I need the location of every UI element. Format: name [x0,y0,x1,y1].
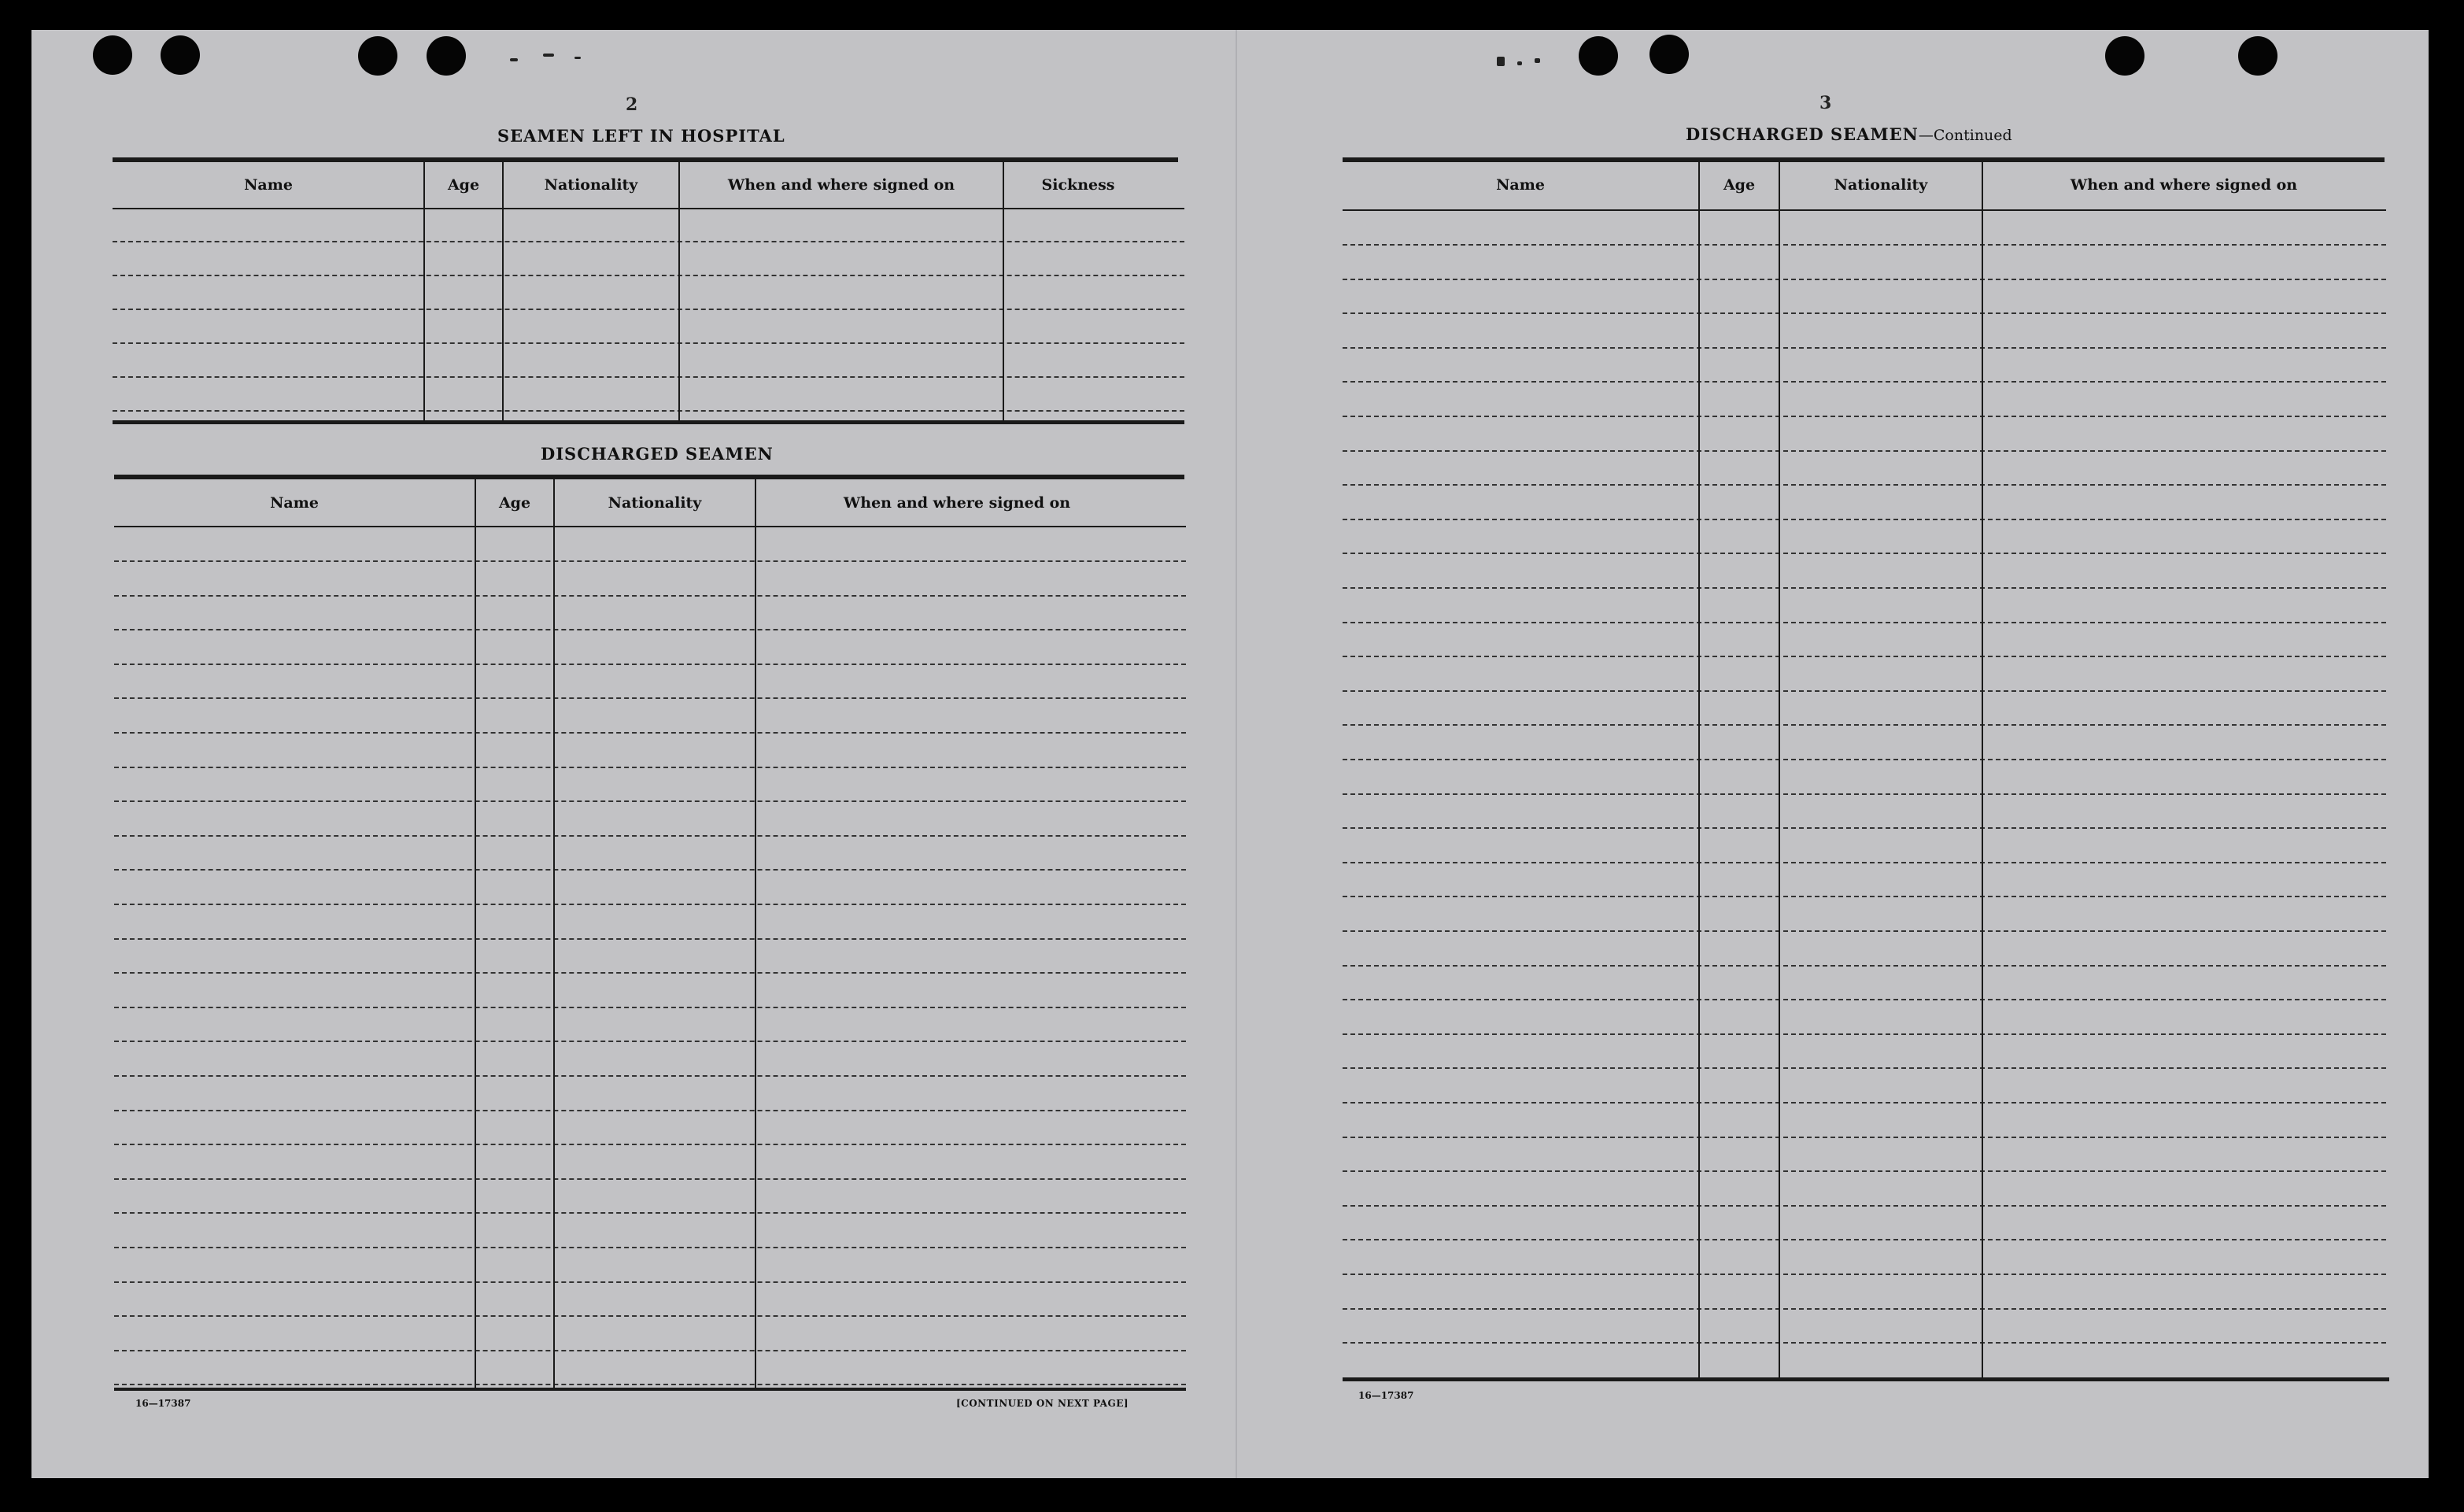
row-line [114,1041,1186,1042]
row-line [114,697,1186,699]
row-line [1343,553,2386,554]
row-line [114,869,1186,871]
header-underline [1343,209,2386,211]
column-divider [755,479,756,1389]
ink-speck [1535,58,1540,63]
row-line [1343,450,2386,452]
row-line [1343,587,2386,589]
hospital-section-title: SEAMEN LEFT IN HOSPITAL [497,126,785,146]
row-line [114,1281,1186,1283]
row-line [114,595,1186,597]
column-header-name: Name [270,494,319,512]
row-line [1343,965,2386,967]
row-line [114,972,1186,974]
row-line [114,1075,1186,1077]
row-line [113,309,1184,310]
ink-speck [543,54,554,57]
column-divider [502,162,504,420]
row-line [1343,381,2386,383]
column-header-name: Name [1496,176,1545,194]
column-header-name: Name [244,176,293,194]
column-header-signed-on: When and where signed on [843,494,1071,512]
row-line [1343,1033,2386,1035]
row-line [1343,1274,2386,1275]
row-line [114,904,1186,905]
header-underline [113,208,1184,209]
row-line [1343,279,2386,280]
punch-hole [2105,36,2144,76]
row-line [1343,862,2386,863]
table-top-rule [1343,157,2385,162]
row-line [1343,930,2386,932]
column-divider [678,162,680,420]
row-line [114,1178,1186,1180]
row-line [1343,519,2386,520]
column-header-age: Age [498,494,531,512]
row-line [1343,1308,2386,1310]
punch-hole [161,35,200,75]
continued-note: [CONTINUED ON NEXT PAGE] [956,1398,1129,1409]
row-line [1343,896,2386,897]
form-number: 16—17387 [1358,1390,1414,1401]
row-line [114,835,1186,837]
row-line [114,1315,1186,1317]
ink-speck [574,57,581,59]
row-line [114,629,1186,630]
row-line [1343,999,2386,1000]
punch-hole [1649,35,1689,74]
row-line [114,938,1186,940]
column-divider [475,479,476,1389]
ink-speck [1517,61,1522,65]
page-number: 2 [626,94,638,115]
row-line [1343,1205,2386,1207]
ink-speck [1497,57,1505,66]
punch-hole [2238,36,2277,76]
document-scan [31,30,2429,1478]
row-line [1343,484,2386,486]
row-line [114,1212,1186,1214]
row-line [113,241,1184,242]
section-title-text: DISCHARGED SEAMEN [1686,124,1919,144]
table-top-rule [113,157,1178,162]
row-line [1343,244,2386,246]
punch-hole [1579,36,1618,76]
row-line [1343,690,2386,692]
page-number: 3 [1819,93,1832,113]
column-header-sickness: Sickness [1041,176,1115,194]
row-line [1343,1102,2386,1104]
punch-hole [358,36,397,76]
column-divider [553,479,555,1389]
ink-speck [510,58,518,61]
form-number: 16—17387 [135,1398,191,1409]
row-line [113,342,1184,344]
column-divider [1779,162,1780,1381]
table-bottom-rule [1343,1377,2389,1381]
row-line [1343,1239,2386,1240]
punch-hole [427,36,466,76]
row-line [114,1144,1186,1145]
discharged-continued-title [1686,124,2012,144]
column-divider [423,162,425,420]
punch-hole [93,35,132,75]
column-header-nationality: Nationality [1834,176,1928,194]
column-divider [1982,162,1983,1381]
row-line [1343,724,2386,726]
row-line [1343,793,2386,795]
column-divider [1003,162,1004,420]
row-line [1343,1170,2386,1172]
column-header-signed-on: When and where signed on [727,176,955,194]
row-line [114,732,1186,734]
row-line [113,376,1184,378]
row-line [1343,656,2386,657]
column-header-nationality: Nationality [608,494,702,512]
right-page [1236,30,2430,1478]
row-line [1343,622,2386,623]
column-header-signed-on: When and where signed on [2070,176,2298,194]
row-line [114,800,1186,802]
row-line [1343,827,2386,829]
table-top-rule [114,475,1184,479]
row-line [113,410,1184,412]
row-line [114,767,1186,768]
row-line [1343,312,2386,314]
section-title-suffix: —Continued [1918,127,2012,144]
table-bottom-rule [114,1388,1186,1391]
row-line [114,1350,1186,1351]
header-underline [114,526,1186,527]
row-line [114,1384,1186,1385]
row-line [1343,347,2386,349]
row-line [114,560,1186,562]
row-line [114,1110,1186,1111]
column-header-age: Age [447,176,480,194]
row-line [114,664,1186,665]
row-line [1343,759,2386,760]
column-divider [1698,162,1700,1381]
row-line [114,1247,1186,1248]
row-line [1343,1137,2386,1138]
row-line [114,1007,1186,1008]
row-line [1343,416,2386,417]
row-line [1343,1067,2386,1069]
table-bottom-rule [113,420,1184,424]
row-line [1343,1342,2386,1344]
row-line [113,275,1184,276]
column-header-nationality: Nationality [544,176,638,194]
column-header-age: Age [1723,176,1756,194]
left-page [31,30,1228,1478]
discharged-section-title: DISCHARGED SEAMEN [541,444,774,464]
